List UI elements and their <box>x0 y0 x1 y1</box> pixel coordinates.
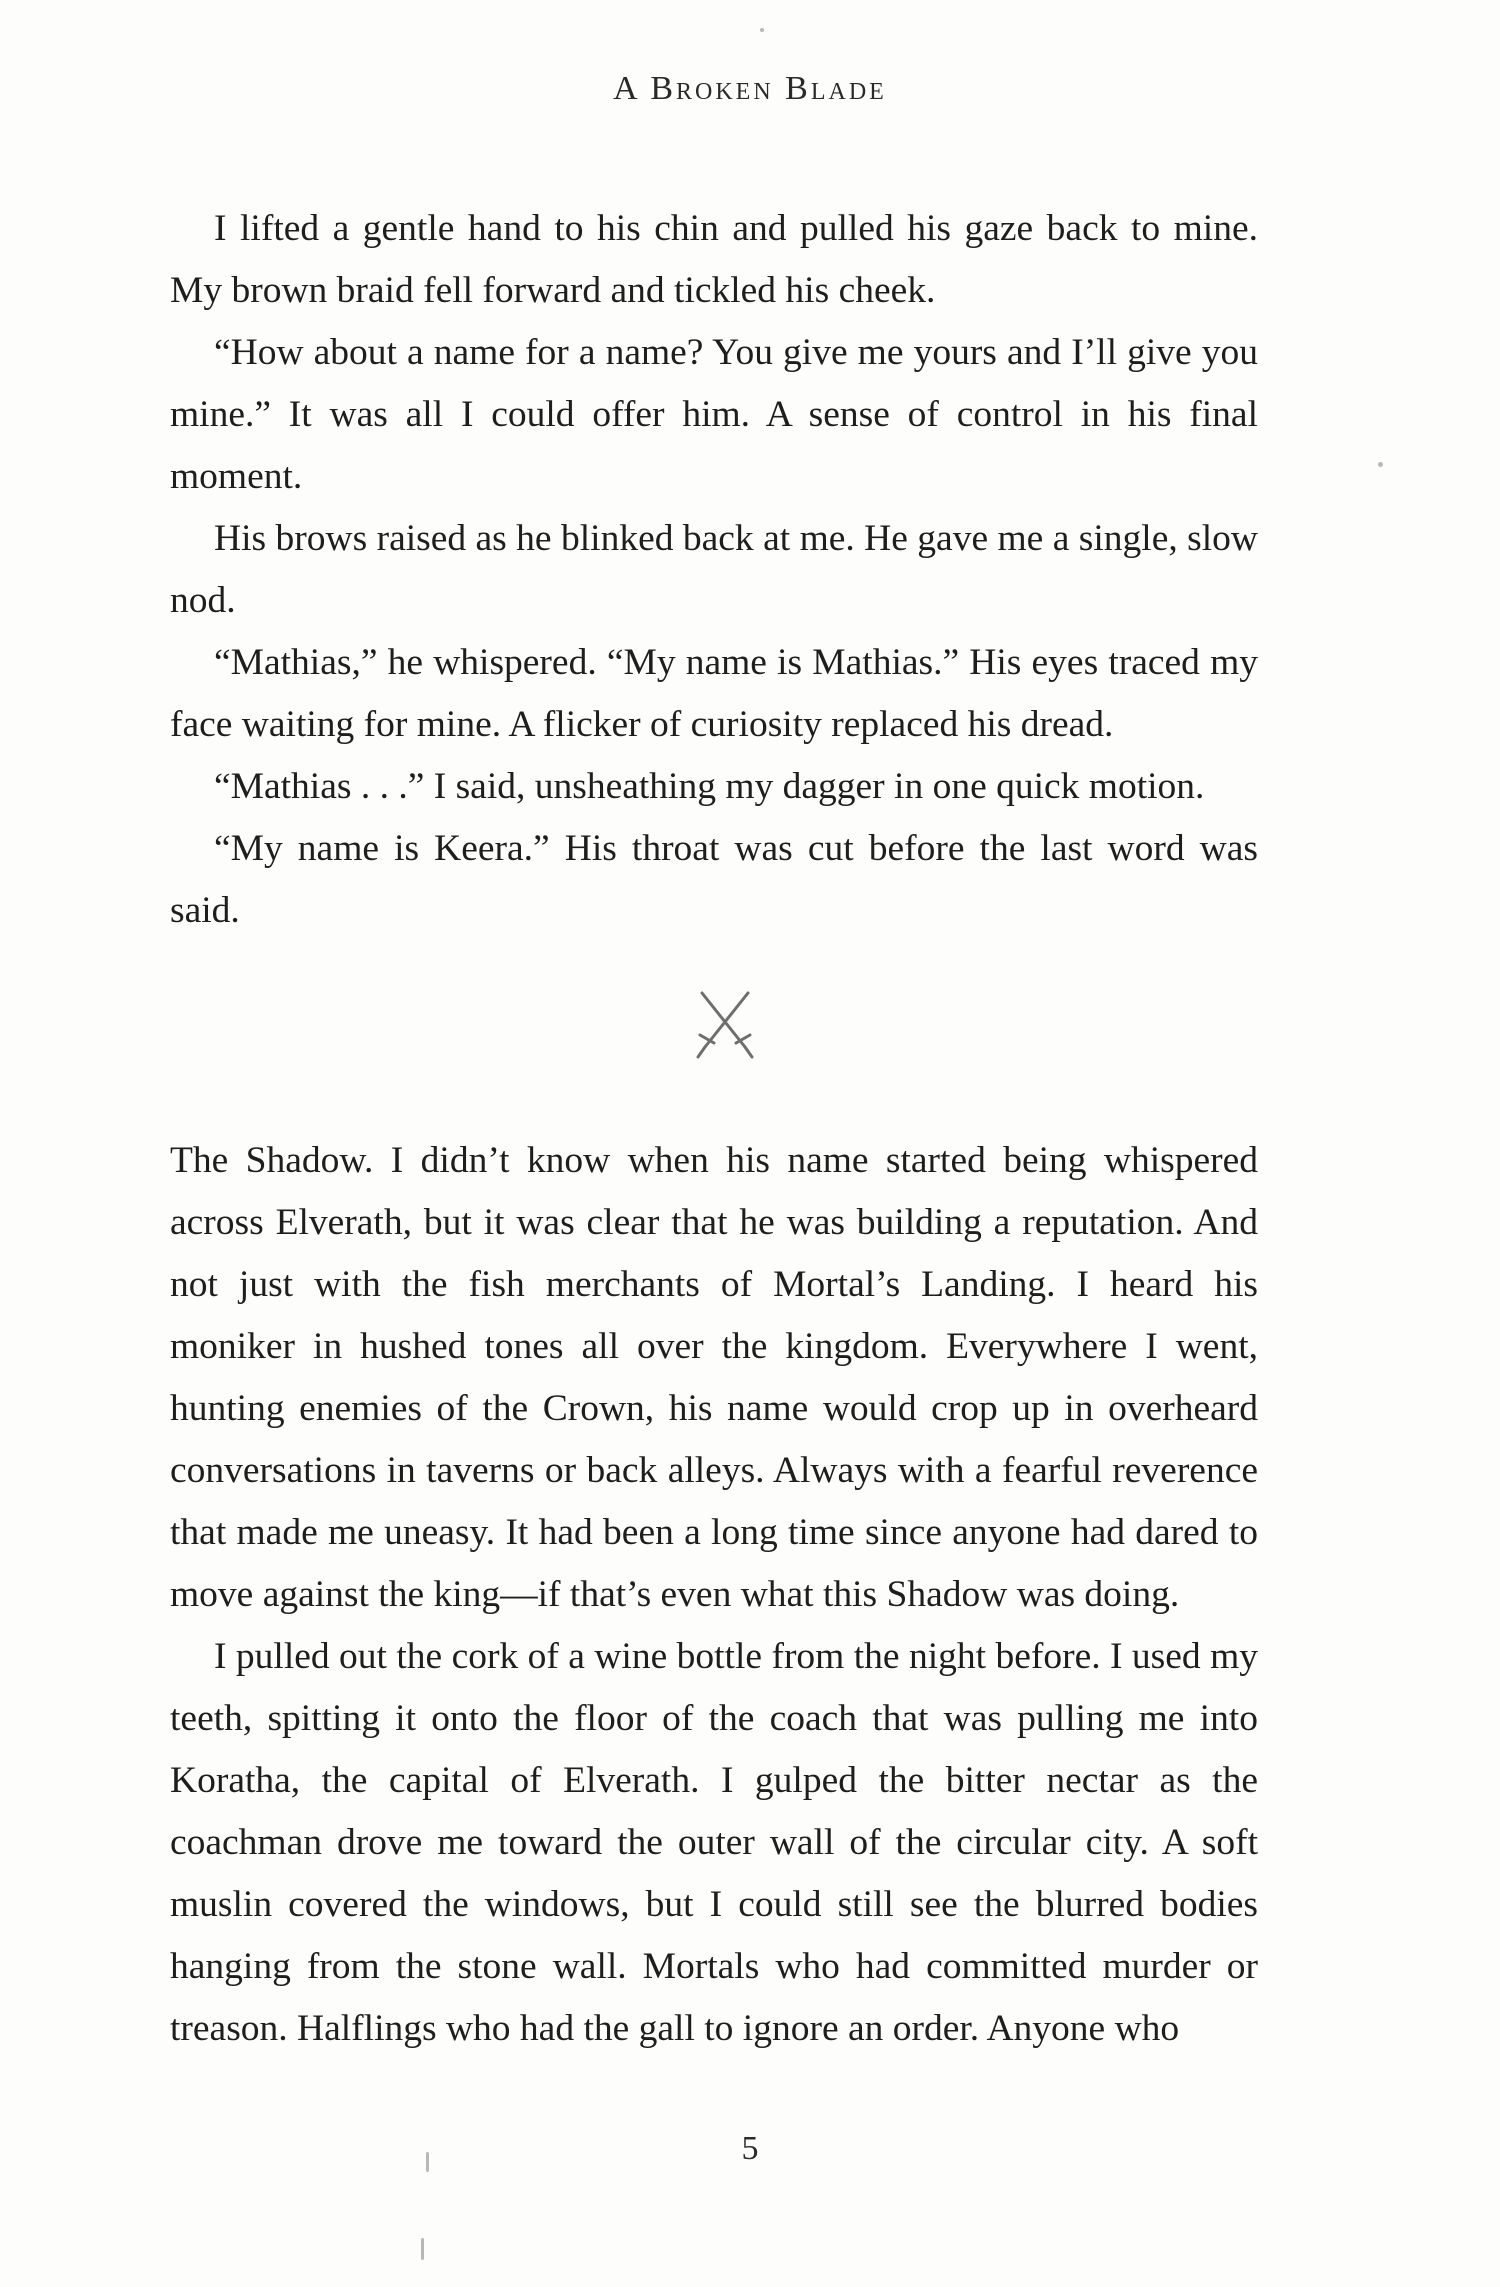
paragraph: His brows raised as he blinked back at me. He gave me a single, slow nod. <box>170 518 1258 621</box>
paragraph: I lifted a gentle hand to his chin and pulled his gaze back to mine. My brown braid fell forward and tickled his cheek. <box>170 208 1258 311</box>
page-number: 5 <box>741 2130 759 2167</box>
paragraph: I pulled out the cork of a wine bottle from the night before. I used my teeth, spitting it onto the floor of the coach that was pulling me into Koratha, the capital of Elverath. I gulped the bitter nectar as the coachman drove me toward the outer wall of the circular city. A soft muslin covered the windows, but I could still see the blurred bodies hanging from the stone wall. Mortals who had committed murder or treason. Halflings who had the gall to ignore an order. Anyone who <box>170 1636 1258 2049</box>
paragraph: “My name is Keera.” His throat was cut before the last word was said. <box>170 828 1258 931</box>
section-one <box>170 198 1258 942</box>
paragraph: The Shadow. I didn’t know when his name started being whispered across Elverath, but it was clear that he was building a reputation. And not just with the fish merchants of Mortal’s Landing. I heard his moniker in hushed tones all over the kingdom. Everywhere I went, hunting enemies of the Crown, his name would crop up in overheard conversations in taverns or back alleys. Always with a fearful reverence that made me uneasy. It had been a long time since anyone had dared to move against the king—if that’s even what this Shadow was doing. <box>170 1140 1258 1615</box>
running-head: A Broken Blade <box>613 70 887 107</box>
section-two <box>170 1130 1258 2060</box>
scan-speck <box>1378 462 1383 467</box>
crossed-swords-icon <box>690 985 760 1065</box>
scan-speck <box>421 2238 424 2260</box>
scan-speck <box>760 28 764 32</box>
paragraph: “How about a name for a name? You give me yours and I’ll give you mine.” It was all I could offer him. A sense of control in his final moment. <box>170 332 1258 497</box>
paragraph: “Mathias,” he whispered. “My name is Mathias.” His eyes traced my face waiting for mine. A flicker of curiosity replaced his dread. <box>170 642 1258 745</box>
paragraph: “Mathias . . .” I said, unsheathing my dagger in one quick motion. <box>214 766 1205 807</box>
